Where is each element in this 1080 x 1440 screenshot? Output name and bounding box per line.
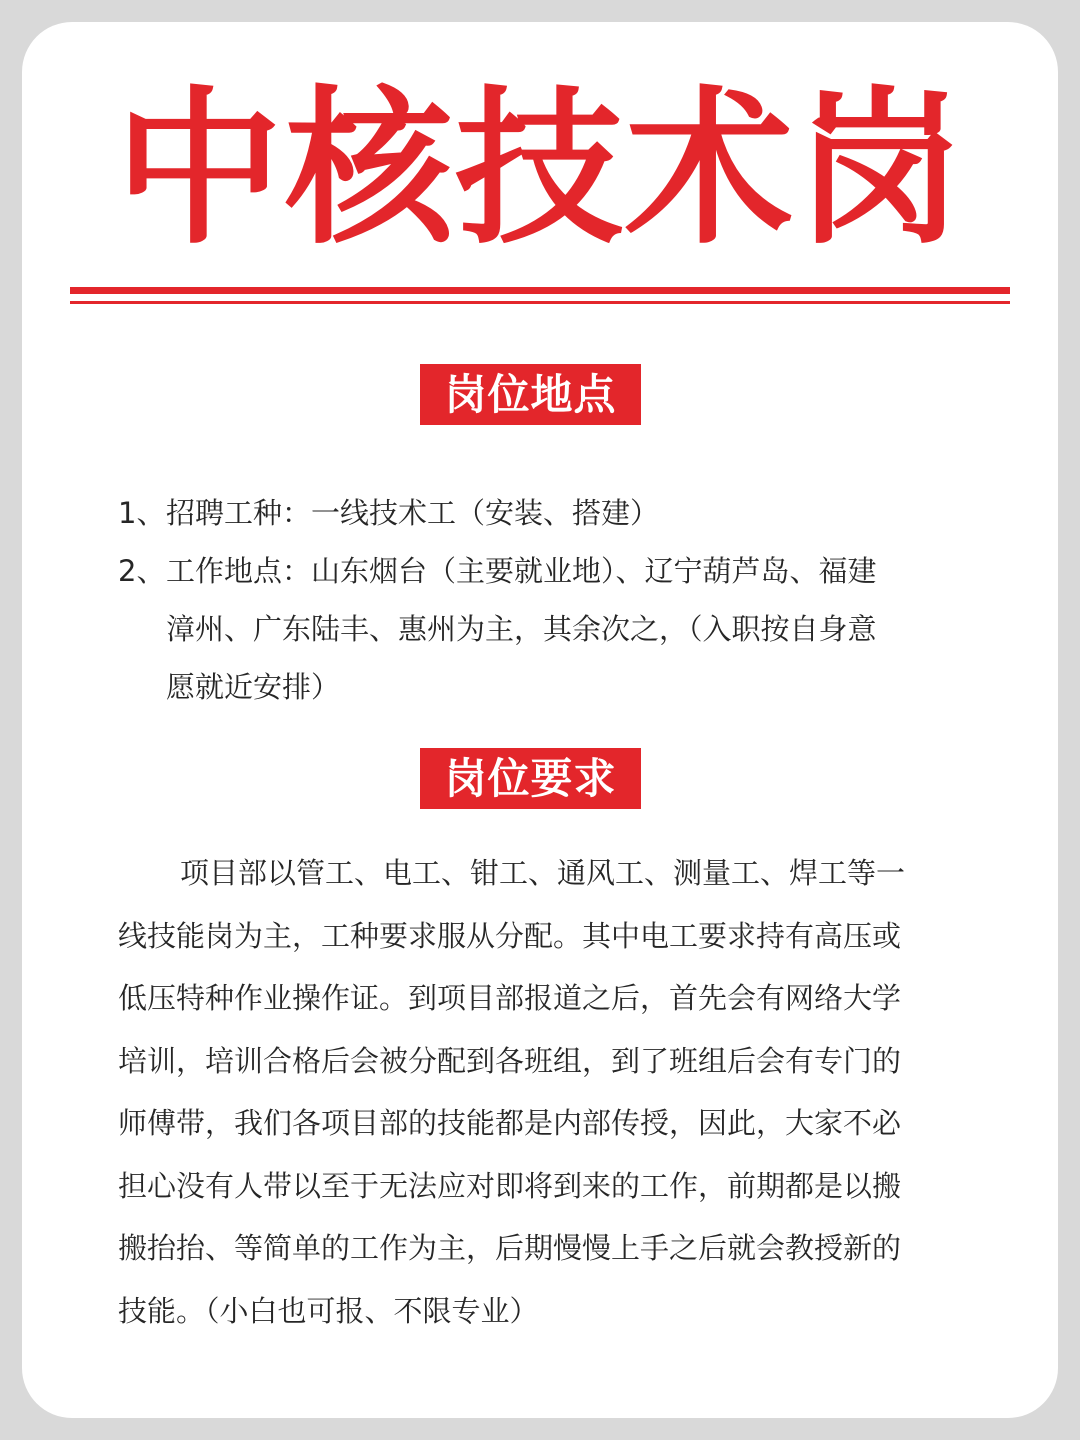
list-item <box>118 542 978 716</box>
list-item <box>118 484 978 542</box>
list-item-text: 招聘工种：一线技术工（安装、搭建） <box>166 496 660 530</box>
list-item-text: 工作地点：山东烟台（主要就业地）、辽宁葫芦岛、福建 <box>166 554 877 588</box>
paragraph-line: 担心没有人带以至于无法应对即将到来的工作，前期都是以搬 <box>118 1168 902 1203</box>
paragraph-line: 搬抬抬、等简单的工作为主，后期慢慢上手之后就会教授新的 <box>118 1231 902 1265</box>
paragraph-line: 技能。（小白也可报、不限专业） <box>118 1293 539 1328</box>
title-divider-thin <box>70 301 1010 304</box>
title-divider-thick <box>70 287 1010 294</box>
section-heading-location: 岗位地点 <box>420 364 641 425</box>
paragraph-line: 项目部以管工、电工、钳工、通风工、测量工、焊工等一 <box>180 856 906 890</box>
paragraph-line: 低压特种作业操作证。到项目部报道之后，首先会有网络大学 <box>118 981 902 1015</box>
list-item-number: 1、 <box>118 496 166 530</box>
list-item-text: 漳州、广东陆丰、惠州为主，其余次之，（入职按自身意 <box>166 612 877 646</box>
paragraph-line: 师傅带，我们各项目部的技能都是内部传授，因此，大家不必 <box>118 1106 902 1140</box>
section-heading-requirements: 岗位要求 <box>420 748 641 809</box>
paragraph-line: 线技能岗为主，工种要求服从分配。其中电工要求持有高压或 <box>118 918 902 953</box>
location-list <box>118 484 978 716</box>
paragraph-line: 培训，培训合格后会被分配到各班组，到了班组后会有专门的 <box>118 1043 902 1078</box>
list-item-text: 愿就近安排） <box>166 670 341 704</box>
page-title: 中核技术岗 <box>115 69 965 267</box>
list-item-number: 2、 <box>118 554 166 588</box>
requirements-paragraph <box>118 842 968 1342</box>
